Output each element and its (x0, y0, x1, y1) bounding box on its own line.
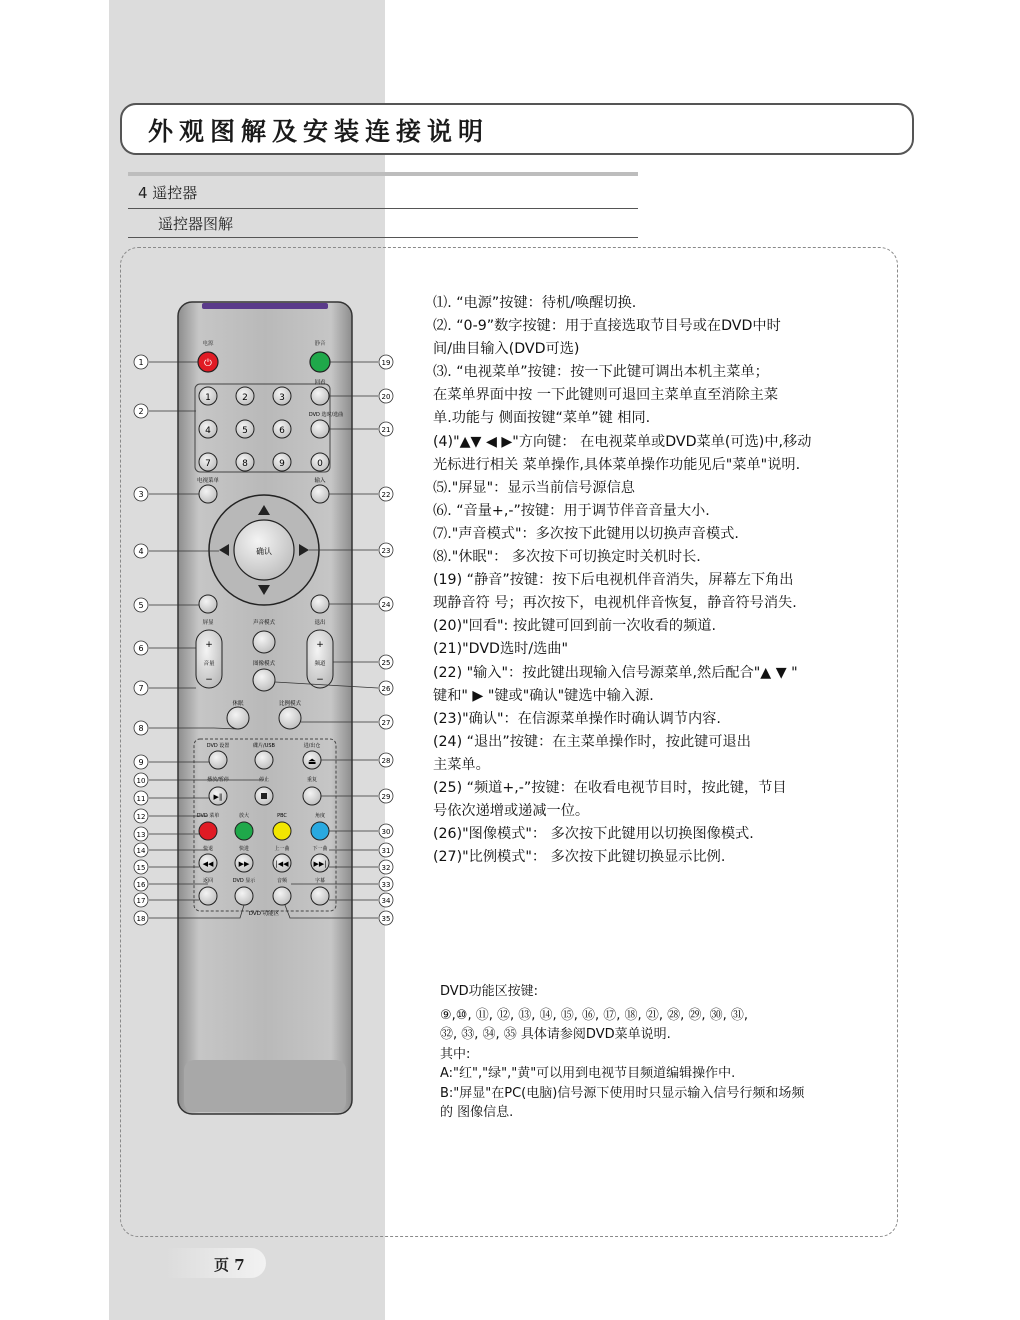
callout-number: 29 (381, 793, 391, 801)
aspect-button (279, 707, 301, 729)
description-line: 在菜单界面中按 一下此键则可退回主菜单直至消除主菜 (433, 387, 779, 404)
play-pause-icon: ▶‖ (213, 793, 223, 801)
dvd-notes (440, 982, 880, 1123)
callout-number: 30 (381, 828, 391, 836)
description-line: 主菜单。 (433, 756, 490, 773)
callout-number: 21 (381, 426, 391, 434)
callout-number: 33 (381, 881, 391, 889)
dvd-display-button (235, 887, 253, 905)
input-label: 输入 (314, 478, 326, 484)
callout-number: 22 (381, 491, 391, 499)
audio-button (273, 887, 291, 905)
return-label: 返回 (202, 878, 214, 884)
volume-label: 音量 (203, 661, 215, 667)
eject-label: 进/出仓 (303, 743, 321, 749)
callout-number: 28 (381, 757, 391, 765)
exit-button (311, 595, 329, 613)
callout-number: 16 (136, 881, 146, 889)
zoom-label: 放大 (238, 813, 250, 819)
tv-menu-button (199, 485, 217, 503)
section-heading-text: 4 遥控器 (138, 184, 198, 202)
dvd-note-line: ㉜, ㉝, ㉞, ㉟ 具体请参阅DVD菜单说明. (440, 1027, 671, 1042)
dvd-select-label: DVD 选时/选曲 (308, 412, 344, 418)
next-label: 下一曲 (312, 846, 328, 852)
display-button (199, 595, 217, 613)
remote-top-window (202, 303, 328, 309)
channel-label: 频道 (314, 661, 326, 667)
description-line: 间/曲目输入(DVD可选) (433, 341, 580, 358)
power-icon: ⏻ (204, 358, 212, 369)
description-line: 光标进行相关 菜单操作,具体菜单操作功能见后"菜单"说明. (433, 456, 801, 473)
callout-number: 18 (136, 915, 146, 923)
callout-number: 17 (136, 897, 146, 905)
tv-menu-label: 电视菜单 (196, 478, 220, 484)
callout-number: 27 (381, 719, 391, 727)
callout-number: 2 (138, 407, 144, 416)
prev-label: 上一曲 (274, 846, 290, 852)
next-icon: ▶▶| (313, 860, 327, 868)
description-line: (25) “频道+,-”按键：在收看电视节目时，按此键，节目 (433, 779, 787, 796)
description-line: ⑻."休眠"： 多次按下可切换定时关机时长. (433, 549, 701, 566)
dvd-zone-label: DVD 功能区 (248, 911, 280, 917)
description-line: ⑶. “电视菜单”按键：按一下此键可调出本机主菜单； (433, 364, 769, 381)
play-pause-label: 播放/暂停 (207, 777, 229, 783)
digit-label: 3 (279, 393, 285, 403)
digit-label: 9 (279, 459, 285, 469)
remote-diagram (120, 290, 410, 1120)
exit-label: 退出 (314, 620, 326, 626)
left-callouts (134, 355, 148, 925)
digit-label: 7 (205, 459, 211, 469)
repeat-label: 重复 (306, 777, 318, 783)
rewind-label: 快退 (202, 846, 214, 852)
callout-number: 1 (138, 358, 144, 367)
red-button (199, 822, 217, 840)
callout-number: 14 (136, 847, 146, 855)
callout-number: 25 (381, 659, 391, 667)
callout-number: 19 (381, 359, 391, 367)
channel-minus: − (316, 675, 324, 685)
remote-bottom-trim (184, 1060, 346, 1112)
callout-number: 5 (138, 601, 144, 610)
dvd-menu-label: DVD 菜单 (196, 813, 220, 819)
yellow-button (273, 822, 291, 840)
callout-number: 7 (138, 684, 144, 693)
sound-mode-label: 声音模式 (252, 620, 276, 626)
callout-number: 3 (138, 490, 144, 499)
pbc-label: PBC (277, 813, 287, 819)
aspect-label: 比例模式 (278, 701, 302, 707)
callout-number: 34 (381, 897, 391, 905)
callout-number: 11 (136, 795, 146, 803)
ffwd-icon: ▶▶ (238, 860, 250, 868)
section-heading (128, 172, 638, 209)
volume-plus: + (205, 640, 213, 650)
mute-label: 静音 (314, 341, 326, 347)
prev-icon: |◀◀ (275, 860, 289, 868)
page-number: 页 7 (214, 1256, 245, 1274)
sleep-button (227, 707, 249, 729)
ffwd-label: 快进 (238, 846, 250, 852)
callout-number: 20 (381, 393, 391, 401)
dvd-note-line: A:"红","绿","黄"可以用到电视节目频道编辑操作中. (440, 1066, 736, 1081)
callout-number: 8 (138, 724, 144, 733)
recall-button (311, 387, 329, 405)
return-button (199, 887, 217, 905)
dvd-note-line: DVD功能区按键: (440, 984, 539, 999)
dvd-note-line: 的 图像信息. (440, 1105, 514, 1120)
dvd-setup-label: DVD 设置 (206, 743, 230, 749)
description-line: (20)"回看": 按此键可回到前一次收看的频道. (433, 618, 716, 635)
description-line: (4)"▲▼ ◀ ▶"方向键： 在电视菜单或DVD菜单(可选)中,移动 (433, 433, 812, 450)
picture-mode-button (253, 669, 275, 691)
angle-label: 角度 (314, 813, 326, 819)
description-line: (23)"确认"：在信源菜单操作时确认调节内容. (433, 710, 721, 727)
description-line: (24) “退出”按键：在主菜单操作时，按此键可退出 (433, 733, 751, 750)
description-line: ⑵. “0-9”数字按键：用于直接选取节目号或在DVD中时 (433, 318, 781, 335)
cyan-button (311, 822, 329, 840)
dvd-setup-button (209, 751, 227, 769)
sound-mode-button (253, 631, 275, 653)
callout-number: 26 (381, 685, 391, 693)
description-line: (22) "输入"：按此键出现输入信号源菜单,然后配合"▲ ▼ " (433, 664, 798, 681)
digit-label: 8 (242, 459, 248, 469)
callout-number: 35 (381, 915, 391, 923)
section-subheading-text: 遥控器图解 (158, 215, 234, 233)
description-line: (27)"比例模式"： 多次按下此键切换显示比例. (433, 849, 726, 866)
section-subheading (128, 205, 638, 238)
dvd-display-label: DVD 显示 (232, 878, 256, 884)
digit-label: 4 (205, 426, 211, 436)
input-button (311, 485, 329, 503)
disc-usb-label: 碟片/USB (253, 743, 275, 749)
description-line: ⑹. “音量+,-”按键：用于调节伴音音量大小. (433, 502, 710, 519)
callout-number: 15 (136, 864, 146, 872)
eject-icon: ⏏ (307, 757, 317, 767)
channel-plus: + (316, 640, 324, 650)
subtitle-button (311, 887, 329, 905)
subtitle-label: 字幕 (314, 878, 326, 884)
stop-icon (261, 793, 267, 799)
callout-number: 12 (136, 813, 146, 821)
callout-number: 23 (381, 547, 391, 555)
sleep-label: 休眠 (232, 701, 244, 707)
display-label: 屏显 (202, 620, 214, 626)
repeat-button (303, 787, 321, 805)
description-line: 号依次递增或递减一位。 (433, 803, 590, 820)
rewind-icon: ◀◀ (202, 860, 214, 868)
dvd-note-line: ⑨,⑩, ⑪, ⑫, ⑬, ⑭, ⑮, ⑯, ⑰, ⑱, ㉑, ㉘, ㉙, ㉚, ㉛, (440, 1007, 749, 1023)
mute-button (310, 352, 330, 372)
ok-label: 确认 (256, 547, 272, 556)
callout-number: 24 (381, 601, 391, 609)
callout-number: 4 (138, 547, 144, 556)
digit-label: 2 (242, 393, 248, 403)
button-descriptions (433, 292, 873, 869)
description-line: (19) “静音”按键：按下后电视机伴音消失，屏幕左下角出 (433, 572, 794, 589)
power-label: 电源 (202, 341, 214, 347)
digit-label: 0 (317, 459, 323, 469)
audio-label: 音频 (276, 878, 288, 884)
description-line: ⑴. “电源”按键：待机/唤醒切换. (433, 295, 637, 311)
callout-number: 13 (136, 831, 146, 839)
stop-label: 停止 (258, 777, 270, 783)
description-line: (26)"图像模式"： 多次按下此键用以切换图像模式. (433, 826, 754, 843)
recall-label: 回看 (314, 380, 326, 386)
digit-label: 5 (242, 426, 248, 436)
digit-label: 1 (205, 393, 211, 403)
callout-number: 9 (138, 758, 144, 767)
dvd-select-button (311, 420, 329, 438)
description-line: 现静音符 号；再次按下，电视机伴音恢复，静音符号消失. (433, 595, 797, 612)
green-button (235, 822, 253, 840)
callout-number: 31 (381, 847, 391, 855)
description-line: 键和" ▶ "键或"确认"键选中输入源. (433, 687, 654, 704)
callout-number: 6 (138, 644, 144, 653)
callout-number: 10 (136, 777, 146, 785)
description-line: ⑺."声音模式"：多次按下此键用以切换声音模式. (433, 525, 739, 542)
right-callouts (379, 355, 393, 925)
volume-minus: − (205, 675, 213, 685)
page-title: 外观图解及安装连接说明 (148, 117, 490, 146)
description-line: ⑸."屏显"：显示当前信号源信息 (433, 479, 635, 496)
description-line: (21)"DVD选时/选曲" (433, 641, 569, 658)
digit-label: 6 (279, 426, 285, 436)
description-line: 单.功能与 侧面按键“菜单”键 相同. (433, 410, 651, 427)
picture-mode-label: 图像模式 (252, 661, 276, 667)
dvd-note-line: B:"屏显"在PC(电脑)信号源下使用时只显示输入信号行频和场频 (440, 1085, 805, 1101)
disc-usb-button (255, 751, 273, 769)
callout-number: 32 (381, 864, 391, 872)
dvd-note-line: 其中: (440, 1046, 471, 1062)
